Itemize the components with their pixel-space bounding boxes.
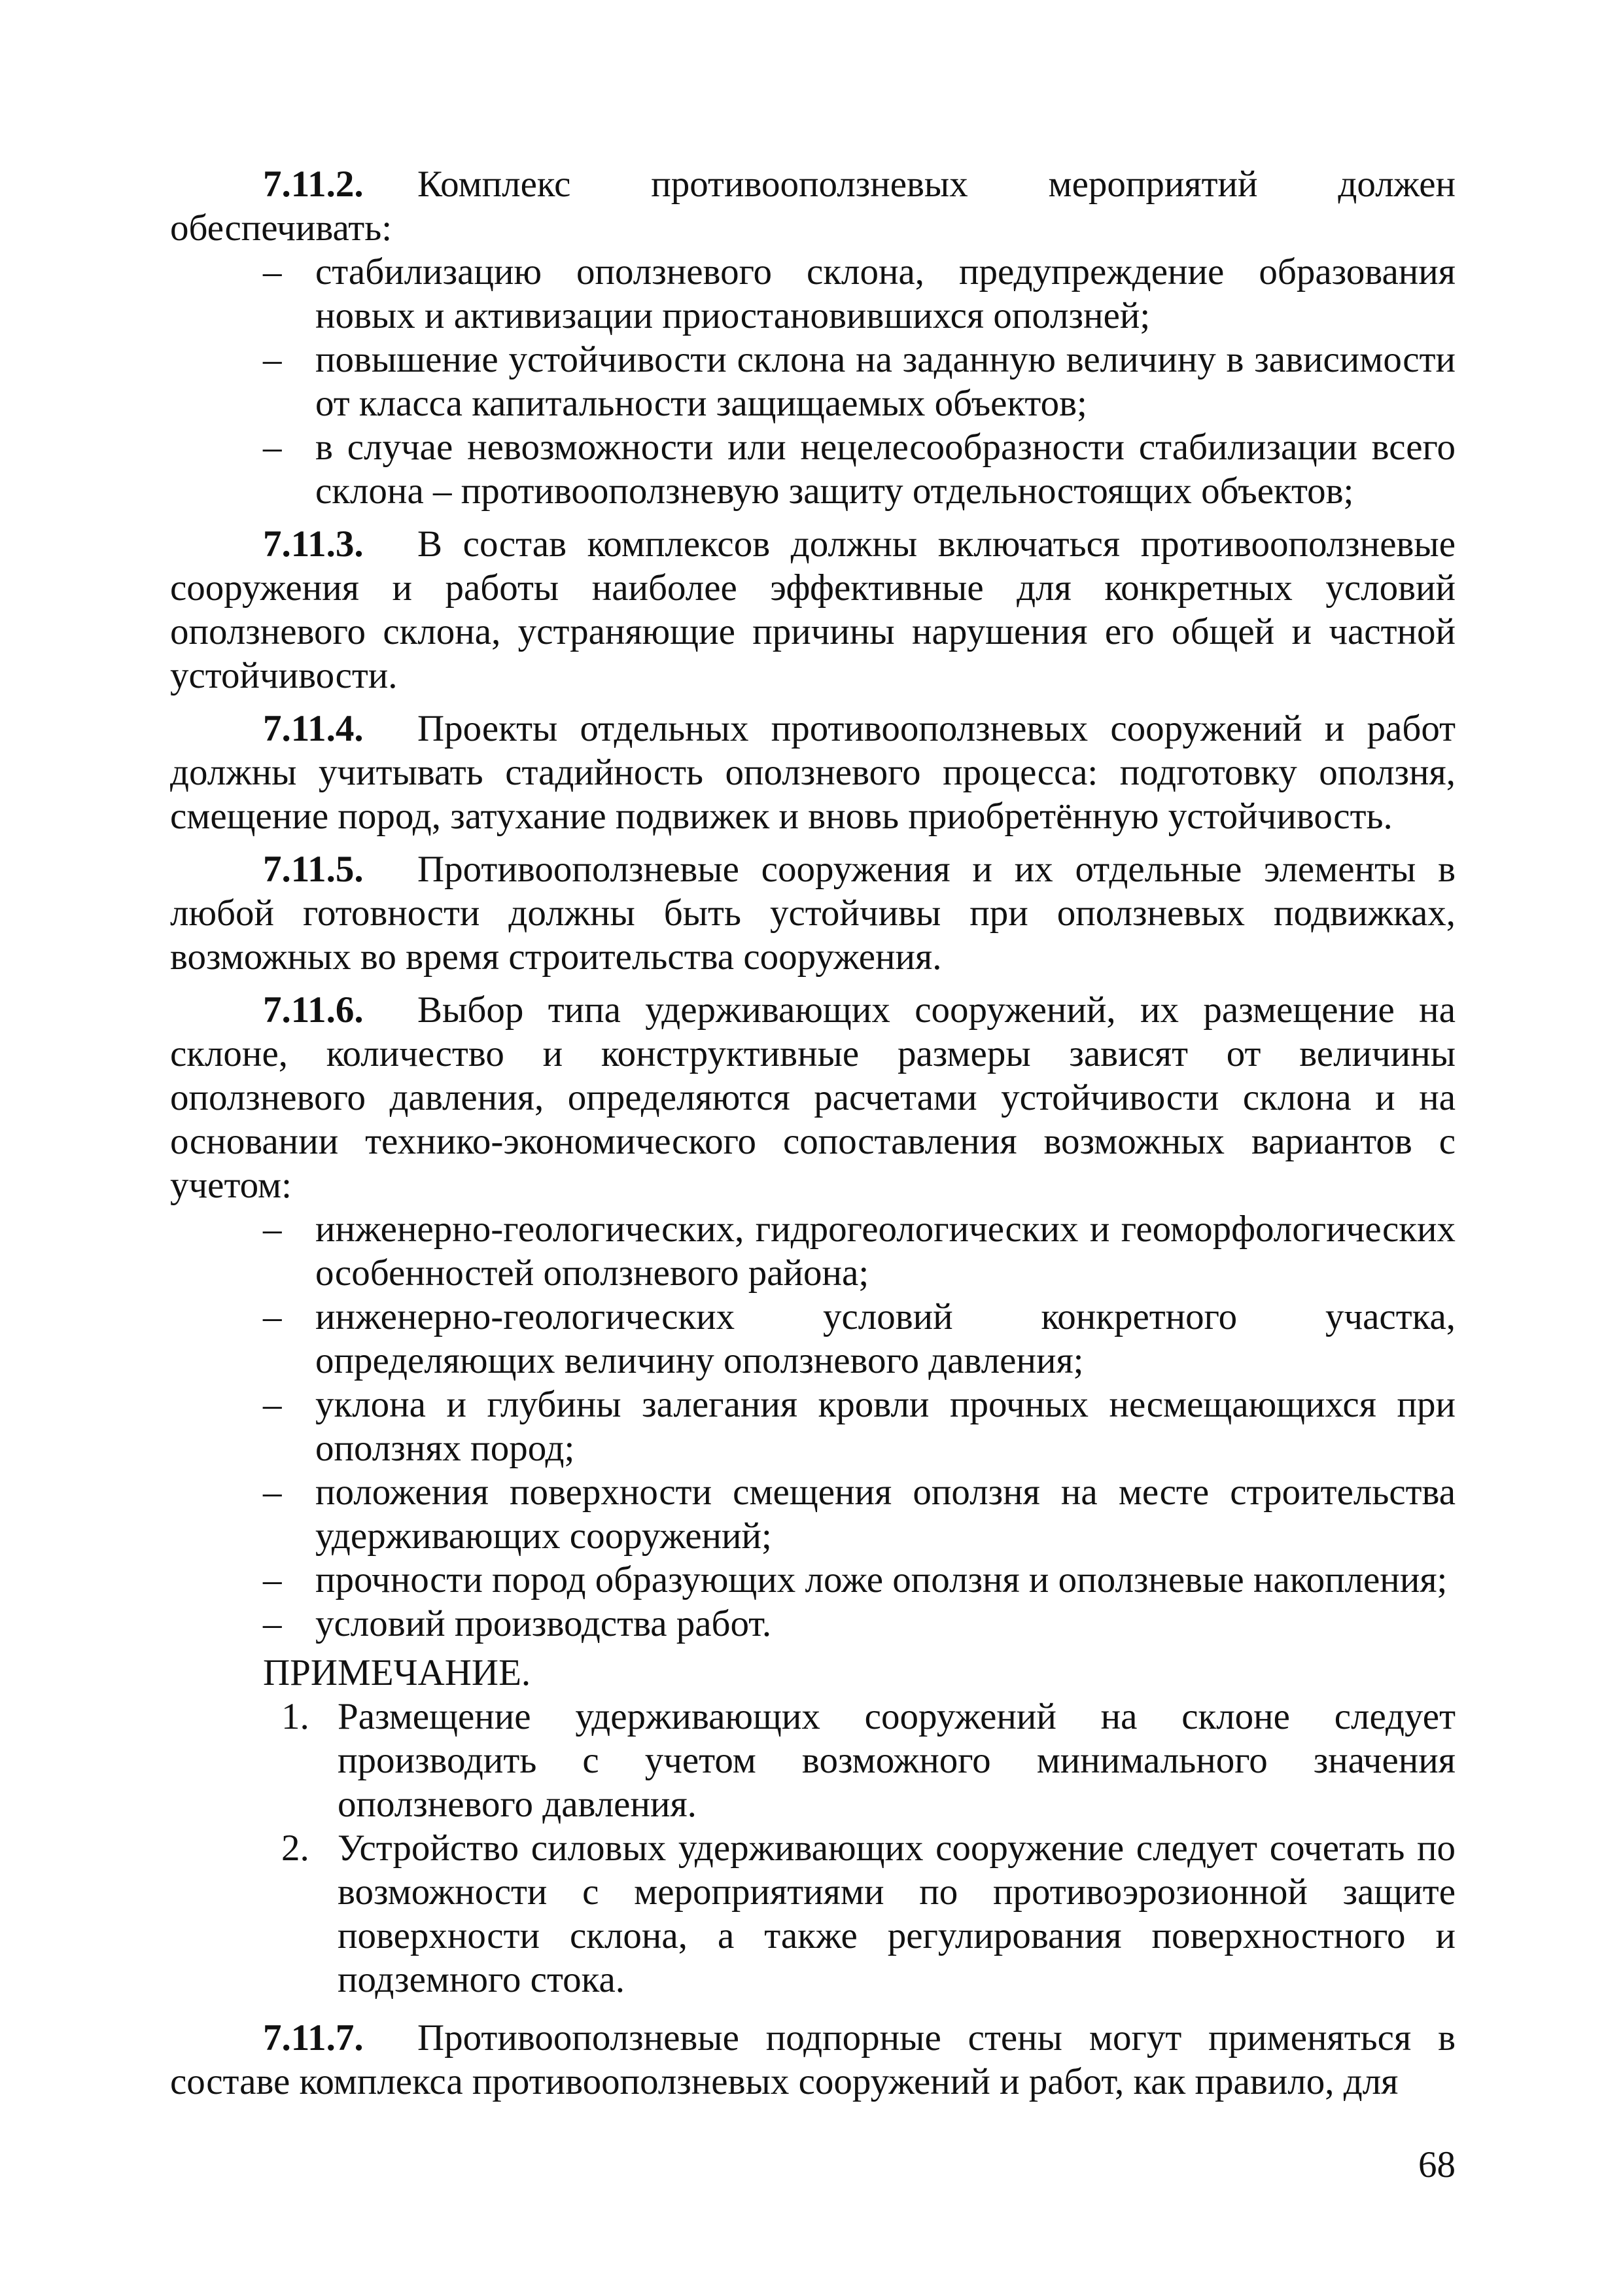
dash-marker: –: [263, 1296, 282, 1337]
note-item: [170, 1826, 1456, 2002]
dash-marker: –: [263, 339, 282, 380]
clause-number: 7.11.3.: [263, 523, 364, 565]
list-item-text: повышение устойчивости склона на заданную величину в зависимости от класса капитальности защищаемых объектов;: [315, 339, 1456, 424]
list-item: [170, 1558, 1456, 1602]
note-text: Размещение удерживающих сооружений на склоне следует производить с учетом возможного минимального значения оползневого давления.: [338, 1696, 1456, 1825]
list-item-text: прочности пород образующих ложе оползня и оползневые накопления;: [315, 1559, 1448, 1600]
dash-marker: –: [263, 1603, 282, 1644]
list-item: [170, 1207, 1456, 1295]
paragraph-7-11-5: [170, 847, 1456, 979]
list-item: [170, 250, 1456, 338]
list-item-text: положения поверхности смещения оползня на месте строительства удерживающих сооружений;: [315, 1472, 1456, 1557]
text-column: [170, 162, 1456, 2104]
clause-number: 7.11.4.: [263, 708, 364, 749]
list-item-text: инженерно-геологических условий конкретного участка, определяющих величину оползневого давления;: [315, 1296, 1456, 1381]
dash-marker: –: [263, 1384, 282, 1425]
page-number: 68: [1418, 2144, 1456, 2185]
paragraph-7-11-2: [170, 162, 1456, 250]
measures-list: [170, 250, 1456, 513]
clause-text: В состав комплексов должны включаться противооползневые сооружения и работы наиболее эффективные для конкретных условий оползневого склона, устраняющие причины нарушения его общей и частной устойчивости.: [170, 523, 1456, 696]
clause-text: Противооползневые сооружения и их отдельные элементы в любой готовности должны быть устойчивы при оползневых подвижках, возможных во время строительства сооружения.: [170, 849, 1456, 978]
clause-number: 7.11.7.: [263, 2017, 364, 2058]
clause-number: 7.11.5.: [263, 849, 364, 890]
list-item: [170, 1602, 1456, 1646]
factors-list: [170, 1207, 1456, 1646]
paragraph-7-11-4: [170, 707, 1456, 838]
paragraph-7-11-6: [170, 988, 1456, 1207]
list-item: [170, 425, 1456, 513]
list-item: [170, 338, 1456, 425]
clause-number: 7.11.2.: [263, 164, 364, 205]
note-number: 2.: [281, 1828, 309, 1869]
list-item: [170, 1383, 1456, 1470]
list-item-text: условий производства работ.: [315, 1603, 772, 1644]
list-item: [170, 1470, 1456, 1558]
note-item: [170, 1695, 1456, 1826]
paragraph-7-11-3: [170, 522, 1456, 698]
notes-list: [170, 1695, 1456, 2002]
note-title: ПРИМЕЧАНИЕ.: [263, 1652, 531, 1693]
dash-marker: –: [263, 1209, 282, 1250]
note-number: 1.: [281, 1696, 309, 1737]
clause-text: Выбор типа удерживающих сооружений, их размещение на склоне, количество и конструктивные размеры зависят от величины оползневого давления, определяются расчетами устойчивости склона и на основании технико-экономического сопоставления возможных вариантов с учетом:: [170, 989, 1456, 1206]
dash-marker: –: [263, 427, 282, 468]
list-item-text: стабилизацию оползневого склона, предупреждение образования новых и активизации приостановившихся оползней;: [315, 251, 1456, 336]
dash-marker: –: [263, 1472, 282, 1513]
clause-text: Проекты отдельных противооползневых сооружений и работ должны учитывать стадийность оползневого процесса: подготовку оползня, смещение пород, затухание подвижек и вновь приобретённую устойчивость.: [170, 708, 1456, 837]
dash-marker: –: [263, 1559, 282, 1600]
paragraph-7-11-7: [170, 2016, 1456, 2104]
note-text: Устройство силовых удерживающих сооружение следует сочетать по возможности с мероприятиями по противоэрозионной защите поверхности склона, а также регулирования поверхностного и подземного стока.: [338, 1828, 1456, 2000]
list-item-text: уклона и глубины залегания кровли прочных несмещающихся при оползнях пород;: [315, 1384, 1456, 1469]
clause-number: 7.11.6.: [263, 989, 364, 1031]
list-item: [170, 1295, 1456, 1383]
list-item-text: инженерно-геологических, гидрогеологических и геоморфологических особенностей оползневого района;: [315, 1209, 1456, 1294]
clause-text: Комплекс противооползневых мероприятий должен обеспечивать:: [170, 164, 1456, 249]
dash-marker: –: [263, 251, 282, 292]
list-item-text: в случае невозможности или нецелесообразности стабилизации всего склона – противооползневую защиту отдельностоящих объектов;: [315, 427, 1456, 512]
clause-text: Противооползневые подпорные стены могут применяться в составе комплекса противооползневых сооружений и работ, как правило, для: [170, 2017, 1456, 2102]
